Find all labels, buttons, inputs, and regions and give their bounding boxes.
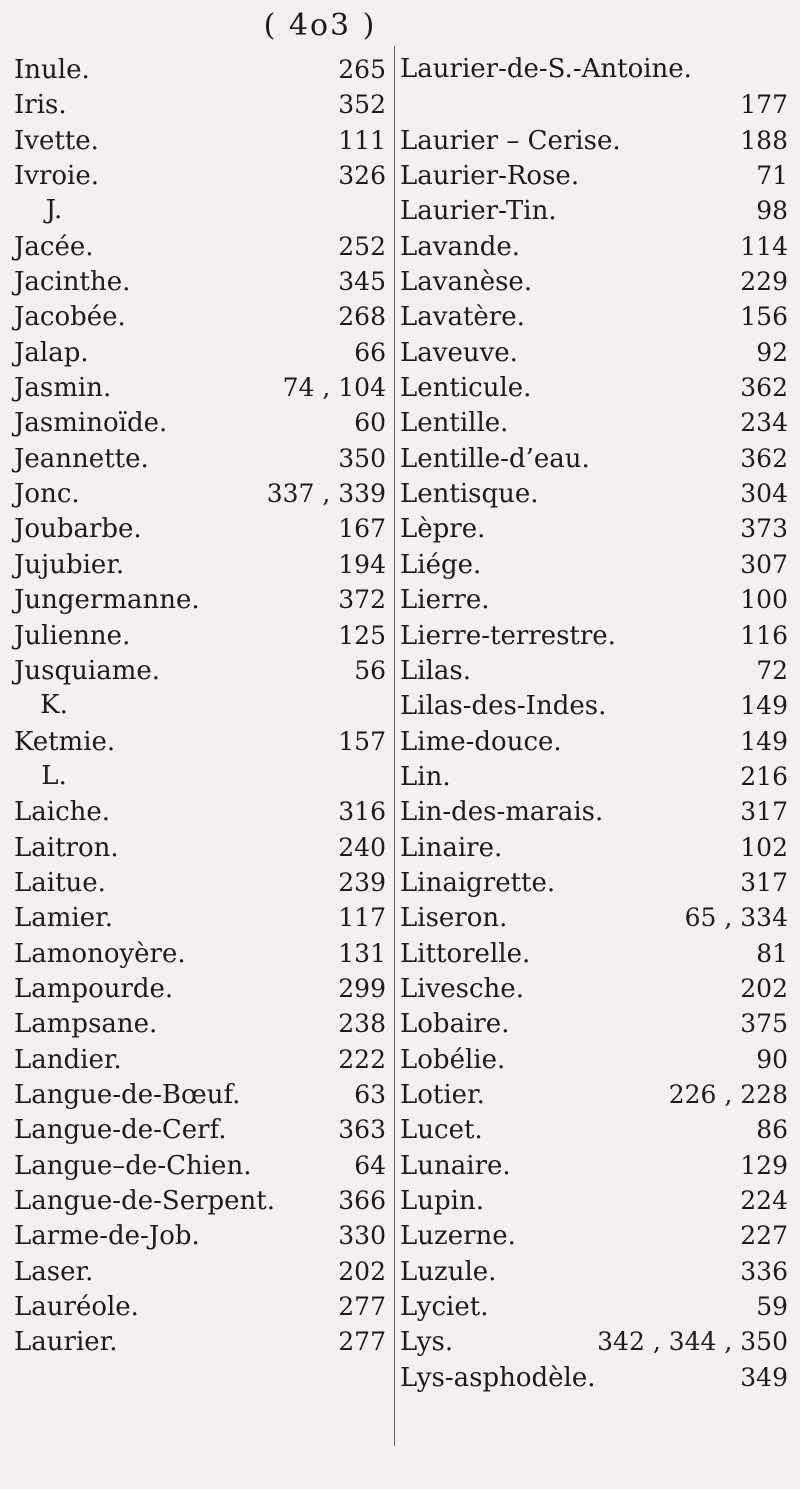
entry-term: Lentille. xyxy=(400,408,509,439)
entry-term: Lin. xyxy=(400,761,451,792)
entry-term: Lyciet. xyxy=(400,1292,489,1323)
entry-page-ref: 202 xyxy=(740,973,788,1003)
entry-page-ref: 317 xyxy=(740,797,788,827)
index-entry xyxy=(400,264,788,299)
entry-term: Laurier-Tin. xyxy=(400,196,557,227)
entry-term: Ivroie. xyxy=(14,161,100,192)
index-entry xyxy=(400,759,788,794)
section-letter: J. xyxy=(45,195,63,226)
entry-page-ref: 102 xyxy=(740,832,788,862)
entry-page-ref: 149 xyxy=(740,691,788,721)
entry-page-ref: 299 xyxy=(338,973,386,1003)
index-entry xyxy=(400,1112,788,1147)
index-entry xyxy=(400,1218,788,1253)
entry-page-ref: 277 xyxy=(338,1292,386,1322)
entry-page-ref: 372 xyxy=(338,585,386,615)
entry-page-ref: 240 xyxy=(338,832,386,862)
entry-term: Lime-douce. xyxy=(400,726,562,757)
entry-page-ref: 224 xyxy=(740,1186,788,1215)
entry-term: Luzule. xyxy=(400,1256,497,1287)
index-entry xyxy=(14,547,386,582)
index-entry xyxy=(14,1218,386,1253)
entry-page-ref: 304 xyxy=(740,479,788,509)
index-entry xyxy=(400,688,788,723)
entry-page-ref: 149 xyxy=(740,726,788,756)
entry-page-ref: 92 xyxy=(756,337,788,367)
entry-page-ref: 74 , 104 xyxy=(282,373,386,403)
index-entry xyxy=(14,476,386,511)
index-entry xyxy=(400,158,788,193)
index-entry xyxy=(400,1289,788,1324)
entry-term: Lys. xyxy=(400,1327,454,1358)
index-entry xyxy=(400,971,788,1006)
entry-term: Jacée. xyxy=(14,231,94,262)
entry-term: Linaire. xyxy=(400,832,503,863)
entry-term: Lierre. xyxy=(400,585,490,616)
entry-term: Lunaire. xyxy=(400,1150,511,1181)
entry-term: Laurier-Rose. xyxy=(400,161,580,192)
entry-term: Jungermanne. xyxy=(14,585,200,616)
index-entry xyxy=(14,158,386,193)
entry-term: Laurier. xyxy=(14,1327,118,1358)
entry-page-ref: 363 xyxy=(338,1115,386,1145)
index-entry xyxy=(14,335,386,370)
entry-page-ref: 64 xyxy=(354,1150,386,1180)
entry-term: Langue-de-Serpent. xyxy=(14,1186,276,1216)
index-entry xyxy=(400,229,788,264)
entry-page-ref: 252 xyxy=(338,231,386,261)
entry-term: Luzerne. xyxy=(400,1221,516,1252)
entry-term: Laitue. xyxy=(14,867,106,898)
entry-page-ref: 114 xyxy=(740,231,788,261)
entry-page-ref: 65 , 334 xyxy=(684,903,788,933)
entry-term: Lavande. xyxy=(400,231,520,262)
entry-term: Jacobée. xyxy=(14,302,126,333)
entry-term: Landier. xyxy=(14,1044,122,1075)
index-entry xyxy=(14,1077,386,1112)
index-entry xyxy=(400,724,788,759)
index-entry xyxy=(14,123,386,158)
entry-term: Lampsane. xyxy=(14,1009,158,1040)
entry-page-ref: 345 xyxy=(338,267,386,297)
entry-page-ref: 177 xyxy=(740,90,788,120)
entry-page-ref: 234 xyxy=(740,408,788,438)
index-entry xyxy=(14,511,386,546)
entry-page-ref: 238 xyxy=(338,1009,386,1039)
entry-term: Jonc. xyxy=(14,479,80,510)
index-entry xyxy=(14,724,386,759)
entry-term: Laser. xyxy=(14,1256,94,1287)
index-entry xyxy=(400,511,788,546)
entry-term: Jujubier. xyxy=(14,549,125,580)
entry-page-ref: 265 xyxy=(338,55,386,84)
entry-term: Ivette. xyxy=(14,125,99,156)
entry-term: Ketmie. xyxy=(14,726,116,757)
entry-term: Lavanèse. xyxy=(400,267,533,298)
index-entry xyxy=(14,1183,386,1218)
index-entry xyxy=(14,830,386,865)
index-entry xyxy=(400,405,788,440)
entry-page-ref: 352 xyxy=(338,90,386,120)
section-letter: L. xyxy=(41,760,67,791)
column-divider xyxy=(394,46,395,1446)
entry-page-ref: 63 xyxy=(354,1079,386,1109)
index-entry xyxy=(14,618,386,653)
entry-term: Langue-de-Bœuf. xyxy=(14,1079,241,1110)
entry-page-ref: 86 xyxy=(756,1115,788,1145)
entry-page-ref: 226 , 228 xyxy=(668,1079,788,1109)
index-entry xyxy=(400,1042,788,1077)
entry-term: Jeannette. xyxy=(14,443,149,474)
entry-term: Lys-asphodèle. xyxy=(400,1362,596,1393)
index-entry xyxy=(14,582,386,617)
entry-page-ref: 307 xyxy=(740,549,788,579)
entry-term: Laurier-de-S.-Antoine. xyxy=(400,54,692,84)
entry-term: Julienne. xyxy=(14,620,131,651)
entry-term: Joubarbe. xyxy=(14,514,142,545)
entry-page-ref: 342 , 344 , 350 xyxy=(597,1327,788,1357)
entry-term: Iris. xyxy=(14,90,67,121)
entry-term: Jasmin. xyxy=(14,373,112,404)
entry-page-ref: 216 xyxy=(740,761,788,791)
entry-page-ref: 156 xyxy=(740,302,788,332)
entry-page-ref: 157 xyxy=(338,726,386,756)
entry-page-ref: 373 xyxy=(740,514,788,544)
entry-page-ref: 56 xyxy=(354,655,386,685)
index-entry xyxy=(400,1148,788,1183)
index-entry xyxy=(14,1042,386,1077)
index-entry xyxy=(400,123,788,158)
index-entry xyxy=(14,1112,386,1147)
index-column-left xyxy=(14,52,386,1360)
index-entry xyxy=(14,229,386,264)
entry-term: Jalap. xyxy=(14,337,89,368)
index-entry xyxy=(14,1254,386,1289)
entry-term: Lilas. xyxy=(400,655,472,686)
entry-page-ref: 239 xyxy=(338,867,386,897)
entry-term: Larme-de-Job. xyxy=(14,1221,200,1252)
index-entry xyxy=(14,900,386,935)
entry-page-ref: 317 xyxy=(740,867,788,897)
entry-term: Livesche. xyxy=(400,973,524,1004)
entry-page-ref: 222 xyxy=(338,1044,386,1074)
index-column-right xyxy=(400,52,788,1395)
index-entry xyxy=(14,1289,386,1324)
entry-term: Lentille-d’eau. xyxy=(400,443,590,474)
entry-page-ref: 227 xyxy=(740,1221,788,1251)
entry-term: Lupin. xyxy=(400,1186,484,1216)
entry-page-ref: 362 xyxy=(740,443,788,473)
entry-page-ref: 117 xyxy=(338,903,386,933)
index-entry xyxy=(400,476,788,511)
entry-term: Lèpre. xyxy=(400,514,486,545)
entry-term: Inule. xyxy=(14,55,90,85)
entry-term: Lilas-des-Indes. xyxy=(400,691,607,722)
entry-page-ref: 66 xyxy=(354,337,386,367)
entry-page-ref: 375 xyxy=(740,1009,788,1039)
index-entry xyxy=(400,1254,788,1289)
index-entry xyxy=(400,1183,788,1218)
entry-term: Lentisque. xyxy=(400,479,539,510)
index-entry xyxy=(14,441,386,476)
entry-term: Liseron. xyxy=(400,903,508,934)
entry-term: Lucet. xyxy=(400,1115,483,1146)
entry-page-ref: 71 xyxy=(756,161,788,191)
entry-page-ref: 98 xyxy=(756,196,788,226)
entry-term: Lampourde. xyxy=(14,973,174,1004)
index-entry xyxy=(14,653,386,688)
entry-page-ref: 202 xyxy=(338,1256,386,1286)
entry-page-ref: 336 xyxy=(740,1256,788,1286)
index-entry xyxy=(14,405,386,440)
index-entry xyxy=(14,865,386,900)
entry-page-ref: 125 xyxy=(338,620,386,650)
index-entry xyxy=(14,264,386,299)
index-entry xyxy=(400,370,788,405)
index-entry xyxy=(400,582,788,617)
index-entry xyxy=(14,1148,386,1183)
index-entry xyxy=(400,193,788,228)
index-entry xyxy=(400,865,788,900)
entry-term: Jusquiame. xyxy=(14,655,161,686)
index-entry xyxy=(400,936,788,971)
entry-page-ref: 330 xyxy=(338,1221,386,1251)
entry-term: Lauréole. xyxy=(14,1292,139,1323)
index-entry xyxy=(400,830,788,865)
entry-page-ref: 59 xyxy=(756,1292,788,1322)
index-entry xyxy=(14,299,386,334)
entry-term: Linaigrette. xyxy=(400,867,556,898)
page-number: ( 4o3 ) xyxy=(263,8,377,43)
entry-page-ref: 111 xyxy=(338,125,386,155)
entry-page-ref: 188 xyxy=(740,125,788,155)
index-entry xyxy=(400,1006,788,1041)
index-entry xyxy=(14,971,386,1006)
entry-page-ref: 229 xyxy=(740,267,788,297)
index-entry xyxy=(14,87,386,122)
index-entry xyxy=(400,618,788,653)
entry-term: Lotier. xyxy=(400,1079,485,1110)
index-entry xyxy=(400,794,788,829)
index-entry xyxy=(400,1360,788,1395)
index-entry xyxy=(400,653,788,688)
entry-term: Lobélie. xyxy=(400,1044,506,1075)
entry-term: Laveuve. xyxy=(400,337,518,368)
entry-page-ref: 72 xyxy=(756,655,788,685)
entry-term: Laiche. xyxy=(14,797,111,828)
entry-page-ref: 326 xyxy=(338,161,386,191)
index-entry xyxy=(400,52,788,87)
index-entry xyxy=(400,299,788,334)
entry-page-ref: 129 xyxy=(740,1150,788,1180)
entry-term: Jacinthe. xyxy=(14,267,131,298)
index-entry xyxy=(14,1006,386,1041)
entry-term: Lamier. xyxy=(14,903,113,934)
entry-term: Jasminoïde. xyxy=(14,408,168,439)
entry-page-ref: 116 xyxy=(740,620,788,650)
entry-page-ref: 100 xyxy=(740,585,788,615)
index-entry xyxy=(400,547,788,582)
entry-term: Laurier – Cerise. xyxy=(400,125,621,156)
entry-page-ref: 194 xyxy=(338,549,386,579)
index-entry xyxy=(400,1077,788,1112)
entry-page-ref: 268 xyxy=(338,302,386,332)
entry-term: Langue-de-Cerf. xyxy=(14,1115,227,1146)
index-entry xyxy=(14,52,386,87)
section-letter: K. xyxy=(40,690,68,721)
entry-term: Littorelle. xyxy=(400,938,531,969)
index-entry xyxy=(14,794,386,829)
index-entry xyxy=(400,87,788,122)
entry-page-ref: 349 xyxy=(740,1362,788,1392)
index-entry xyxy=(400,441,788,476)
entry-page-ref: 350 xyxy=(338,443,386,473)
index-entry xyxy=(400,1324,788,1359)
index-entry xyxy=(400,335,788,370)
entry-term: Lamonoyère. xyxy=(14,938,186,969)
entry-page-ref: 366 xyxy=(338,1186,386,1215)
entry-term: Langue–de-Chien. xyxy=(14,1150,252,1181)
entry-page-ref: 90 xyxy=(756,1044,788,1074)
entry-term: Liége. xyxy=(400,549,482,580)
entry-page-ref: 81 xyxy=(756,938,788,968)
entry-page-ref: 337 , 339 xyxy=(266,479,386,509)
index-entry xyxy=(14,1324,386,1359)
entry-page-ref: 131 xyxy=(338,938,386,968)
entry-term: Lobaire. xyxy=(400,1009,510,1040)
entry-term: Lierre-terrestre. xyxy=(400,620,616,651)
entry-term: Lin-des-marais. xyxy=(400,797,604,828)
entry-term: Lenticule. xyxy=(400,373,532,404)
index-entry xyxy=(14,936,386,971)
entry-page-ref: 167 xyxy=(338,514,386,544)
entry-term: Lavatère. xyxy=(400,302,525,333)
entry-page-ref: 316 xyxy=(338,797,386,827)
entry-page-ref: 277 xyxy=(338,1327,386,1357)
entry-page-ref: 362 xyxy=(740,373,788,403)
entry-page-ref: 60 xyxy=(354,408,386,438)
entry-term: Laitron. xyxy=(14,832,119,863)
index-entry xyxy=(14,370,386,405)
index-entry xyxy=(400,900,788,935)
